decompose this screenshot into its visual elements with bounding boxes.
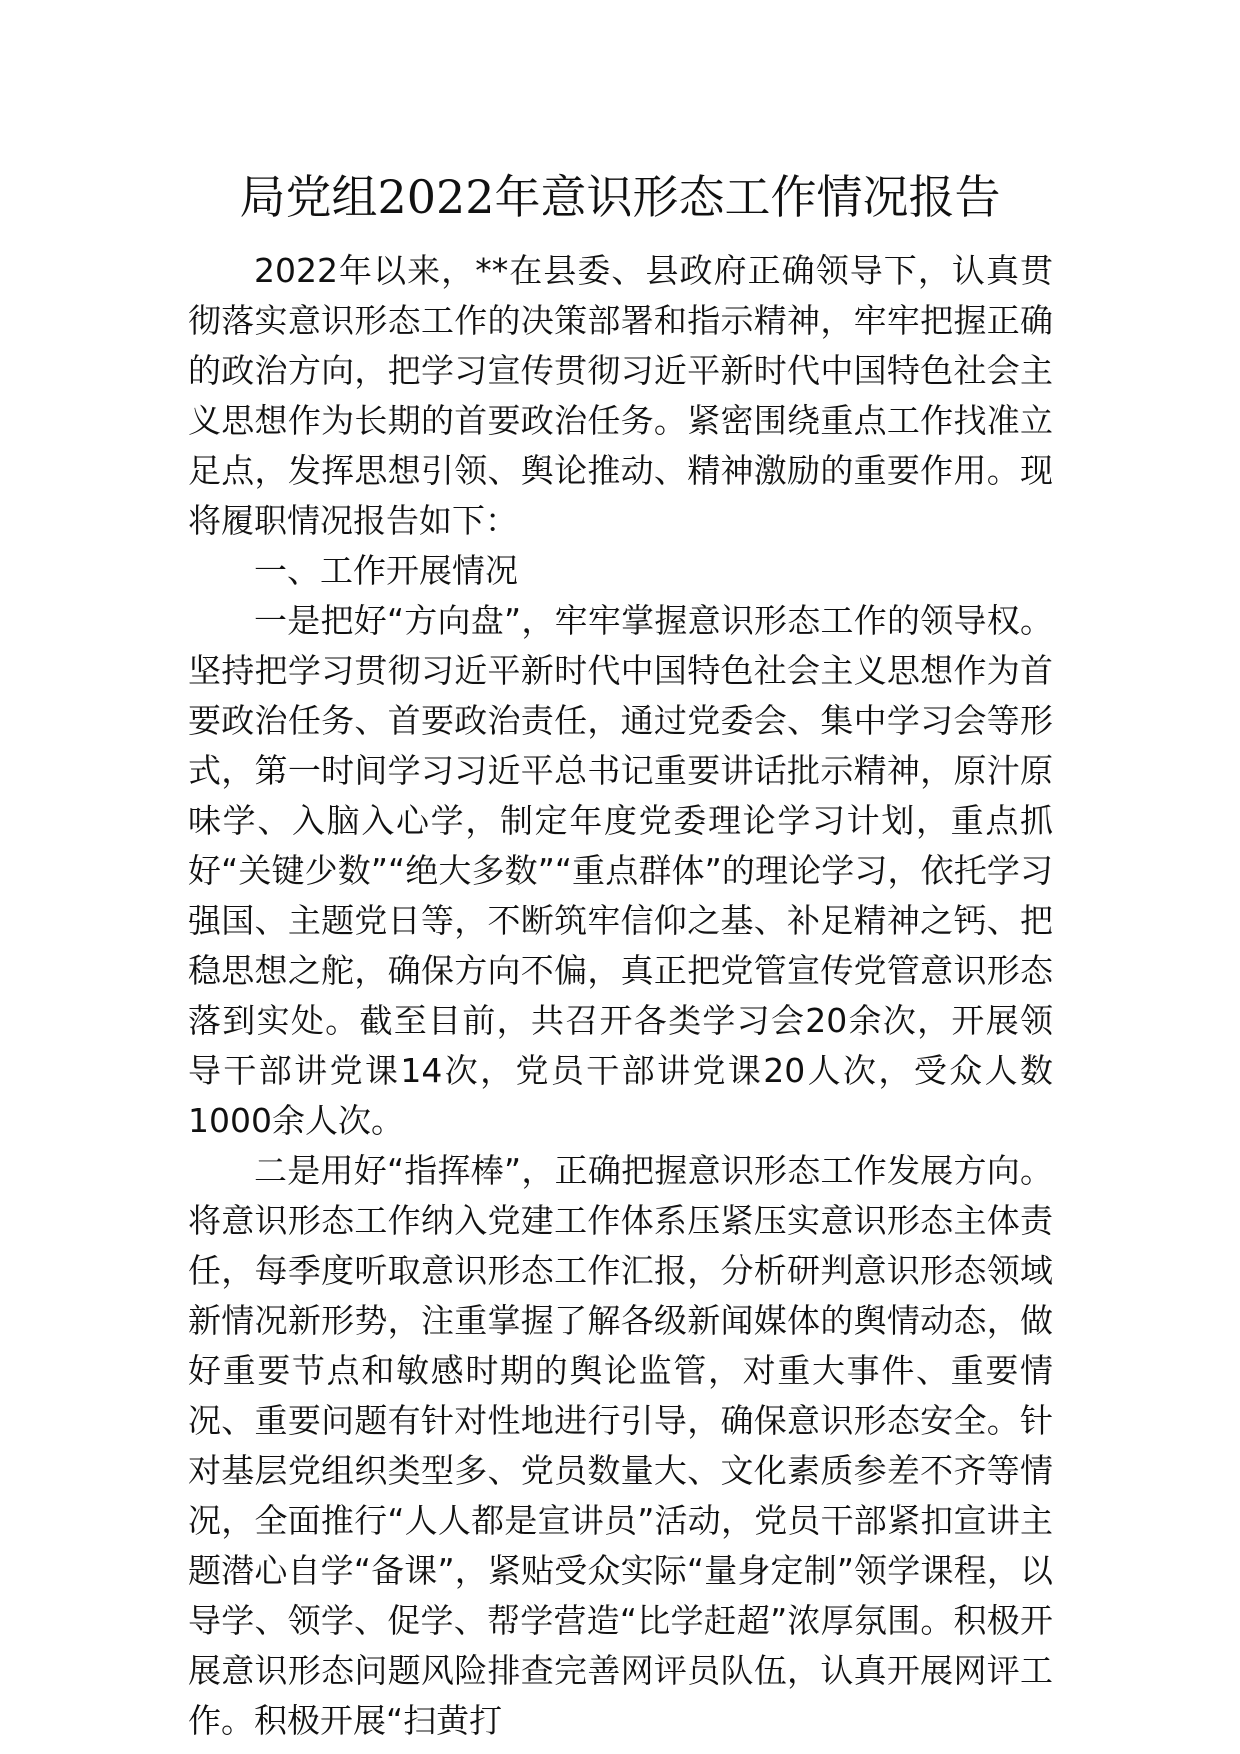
paragraph-point-one: 一是把好“方向盘”，牢牢掌握意识形态工作的领导权。坚持把学习贯彻习近平新时代中国特色社会主义思想作为首要政治任务、首要政治责任，通过党委会、集中学习会等形式，第一时间学习习近平总书记重要讲话批示精神，原汁原味学、入脑入心学，制定年度党委理论学习计划，重点抓好“关键少数”“绝大多数”“重点群体”的理论学习，依托学习强国、主题党日等，不断筑牢信仰之基、补足精神之钙、把稳思想之舵，确保方向不偏，真正把党管宣传党管意识形态落到实处。截至目前，共召开各类学习会20余次，开展领导干部讲党课14次，党员干部讲党课20人次，受众人数1000余人次。 xyxy=(188,601,1053,1140)
paragraph-intro: 2022年以来，**在县委、县政府正确领导下，认真贯彻落实意识形态工作的决策部署和指示精神，牢牢把握正确的政治方向，把学习宣传贯彻习近平新时代中国特色社会主义思想作为长期的首要政治任务。紧密围绕重点工作找准立足点，发挥思想引领、舆论推动、精神激励的重要作用。现将履职情况报告如下： xyxy=(188,251,1053,540)
document-body xyxy=(188,246,1053,1746)
section-heading: 一、工作开展情况 xyxy=(254,551,518,590)
document-title: 局党组2022年意识形态工作情况报告 xyxy=(239,170,1001,224)
paragraph-point-two: 二是用好“指挥棒”，正确把握意识形态工作发展方向。将意识形态工作纳入党建工作体系压紧压实意识形态主体责任，每季度听取意识形态工作汇报，分析研判意识形态领域新情况新形势，注重掌握了解各级新闻媒体的舆情动态，做好重要节点和敏感时期的舆论监管，对重大事件、重要情况、重要问题有针对性地进行引导，确保意识形态安全。针对基层党组织类型多、党员数量大、文化素质参差不齐等情况，全面推行“人人都是宣讲员”活动，党员干部紧扣宣讲主题潜心自学“备课”，紧贴受众实际“量身定制”领学课程，以导学、领学、促学、帮学营造“比学赶超”浓厚氛围。积极开展意识形态问题风险排查完善网评员队伍，认真开展网评工作。积极开展“扫黄打 xyxy=(188,1151,1053,1740)
